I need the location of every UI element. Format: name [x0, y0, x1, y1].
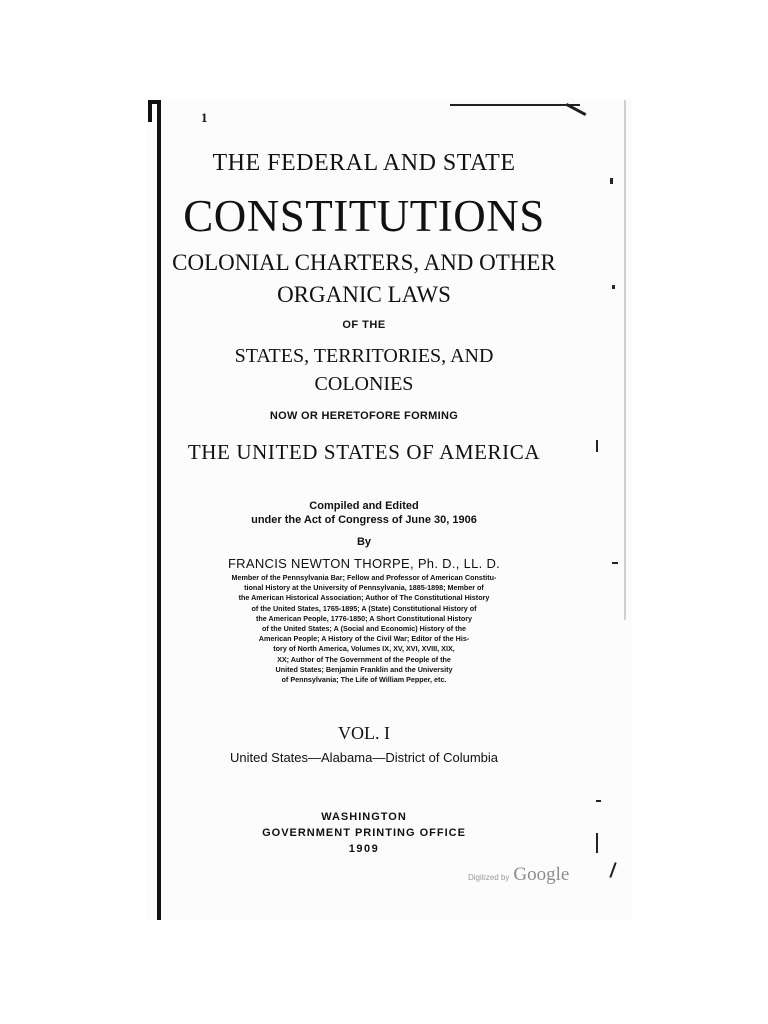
- imprint-place: WASHINGTON: [321, 811, 407, 823]
- scan-speck: [596, 800, 601, 802]
- digitized-watermark: [468, 864, 569, 886]
- watermark-prefix: Digitized by: [468, 873, 510, 882]
- scan-speck: [612, 285, 615, 289]
- volume-label: VOL. I: [338, 723, 390, 743]
- binding-edge: [157, 100, 161, 920]
- by-label: By: [356, 536, 372, 548]
- binding-edge-hook-vertical: [148, 100, 152, 122]
- credential-line: the American People, 1776-1850; A Short Constitutional History: [255, 613, 473, 623]
- heretofore-forming-label: NOW OR HERETOFORE FORMING: [269, 410, 459, 422]
- volume-contents: United States—Alabama—District of Columbia: [229, 750, 499, 765]
- colonies-line: COLONIES: [314, 373, 414, 395]
- credential-line: XX; Author of The Government of the People of the: [277, 654, 451, 664]
- act-of-congress-line: under the Act of Congress of June 30, 1906: [251, 514, 477, 526]
- scan-speck: [596, 440, 598, 452]
- title-line-federal-state: THE FEDERAL AND STATE: [212, 150, 516, 176]
- scan-speck: [596, 833, 598, 853]
- credential-line: American People; A History of the Civil War; Editor of the His-: [258, 634, 470, 644]
- author-name: FRANCIS NEWTON THORPE, Ph. D., LL. D.: [227, 556, 501, 571]
- corner-mark: 1: [201, 110, 208, 125]
- credential-line: tory of North America, Volumes IX, XV, XVI, XVIII, XIX,: [273, 644, 455, 654]
- compiled-edited-line: Compiled and Edited: [309, 500, 419, 512]
- credential-line: of the United States; A (Social and Economic) History of the: [262, 624, 466, 634]
- page-edge-top: [450, 104, 580, 106]
- title-constitutions: CONSTITUTIONS: [183, 191, 545, 241]
- scan-speck: [612, 562, 618, 564]
- title-organic-laws: ORGANIC LAWS: [277, 282, 451, 307]
- imprint-year: 1909: [348, 843, 380, 855]
- scan-speck: [610, 178, 613, 184]
- title-colonial-charters: COLONIAL CHARTERS, AND OTHER: [172, 250, 556, 275]
- credential-line: Member of the Pennsylvania Bar; Fellow and Professor of American Constitu-: [231, 573, 497, 582]
- author-credentials: [204, 573, 524, 685]
- imprint-publisher: GOVERNMENT PRINTING OFFICE: [262, 827, 466, 839]
- credential-line: tional History at the University of Pennsylvania, 1885-1898; Member of: [244, 583, 484, 593]
- watermark-brand: Google: [513, 864, 570, 885]
- of-the-label: OF THE: [342, 319, 386, 331]
- page-edge-right: [624, 100, 626, 620]
- credential-line: of Pennsylvania; The Life of William Pepper, etc.: [281, 675, 447, 685]
- credential-line: of the United States, 1765-1895; A (State) Constitutional History of: [251, 603, 477, 613]
- credential-line: the American Historical Association; Author of The Constitutional History: [238, 593, 490, 603]
- united-states-title: THE UNITED STATES OF AMERICA: [187, 440, 541, 464]
- credential-line: United States; Benjamin Franklin and the University: [275, 664, 453, 674]
- states-territories-line: STATES, TERRITORIES, AND: [234, 345, 494, 367]
